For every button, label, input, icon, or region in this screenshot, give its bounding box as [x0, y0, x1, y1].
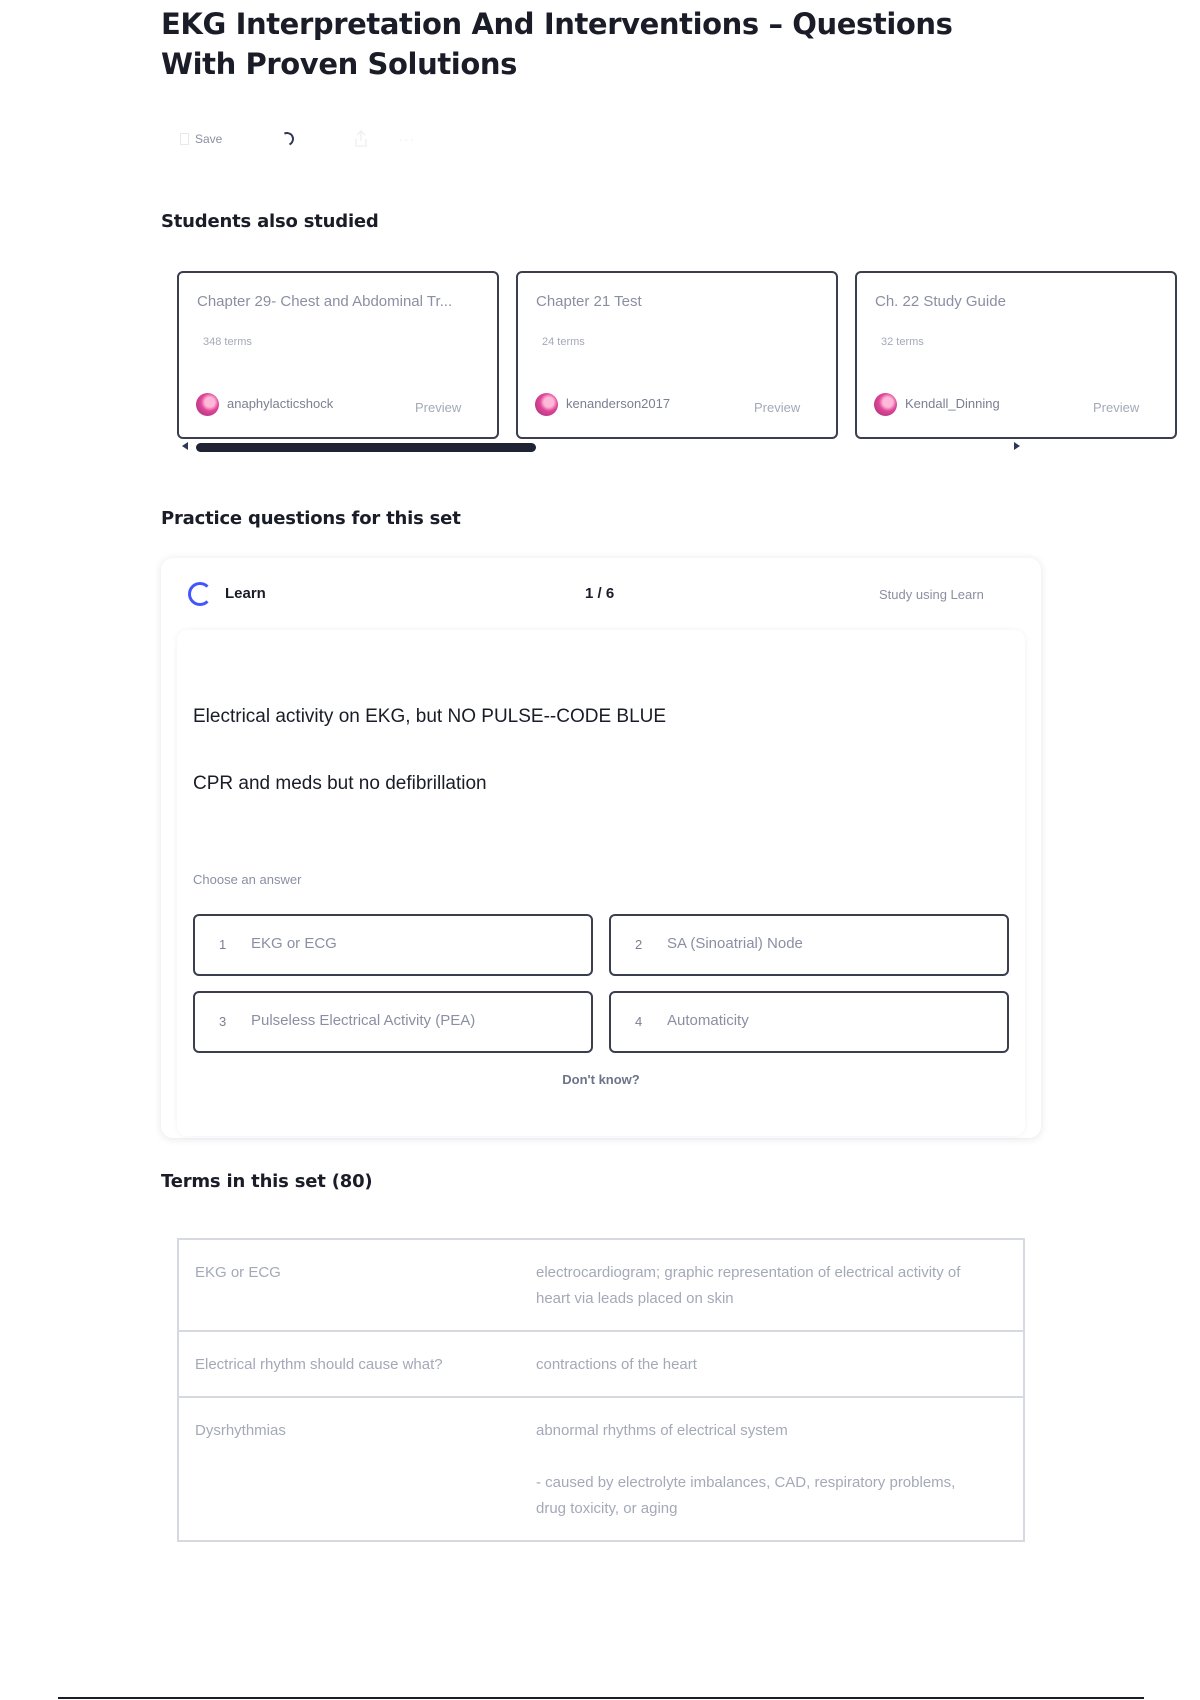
- share-icon[interactable]: [354, 130, 368, 148]
- learn-icon: [188, 582, 212, 606]
- set-title: Chapter 29- Chest and Abdominal Tr...: [197, 293, 453, 310]
- choose-answer-label: Choose an answer: [193, 872, 302, 887]
- definition-text: contractions of the heart: [536, 1356, 697, 1373]
- term-row: [179, 1240, 1023, 1330]
- save-label: Save: [195, 132, 223, 146]
- question-prompt: Electrical activity on EKG, but NO PULSE--CODE BLUE: [193, 706, 667, 727]
- set-term-count: 32 terms: [881, 336, 924, 348]
- more-options-icon[interactable]: ···: [398, 131, 416, 147]
- dont-know-button[interactable]: Don't know?: [562, 1072, 640, 1087]
- set-title: Chapter 21 Test: [536, 293, 642, 310]
- term-word: EKG or ECG: [195, 1264, 281, 1281]
- students-also-studied-heading: Students also studied: [161, 211, 379, 232]
- related-set-card[interactable]: [855, 271, 1177, 439]
- option-text: SA (Sinoatrial) Node: [667, 935, 803, 952]
- preview-link[interactable]: Preview: [754, 400, 801, 415]
- term-word: Electrical rhythm should cause what?: [195, 1356, 443, 1373]
- option-number: 3: [219, 1014, 227, 1029]
- page-title: EKG Interpretation And Interventions – Questions With Proven Solutions: [161, 7, 953, 81]
- related-set-card[interactable]: [516, 271, 838, 439]
- preview-link[interactable]: Preview: [415, 400, 462, 415]
- avatar: [535, 393, 558, 416]
- option-text: EKG or ECG: [251, 935, 337, 952]
- term-row: [179, 1330, 1023, 1396]
- answer-option-3[interactable]: [193, 991, 593, 1053]
- set-term-count: 24 terms: [542, 336, 585, 348]
- question-progress: 1 / 6: [585, 585, 615, 602]
- carousel-scrollbar[interactable]: [196, 443, 536, 452]
- practice-questions-heading: Practice questions for this set: [161, 508, 461, 529]
- term-definition: [536, 1240, 1023, 1330]
- option-number: 1: [219, 937, 227, 952]
- terms-list: [177, 1238, 1025, 1542]
- preview-link[interactable]: Preview: [1093, 400, 1140, 415]
- set-author: kenanderson2017: [566, 396, 671, 411]
- practice-panel: [161, 558, 1041, 1138]
- option-text: Pulseless Electrical Activity (PEA): [251, 1012, 476, 1029]
- definition-text: abnormal rhythms of electrical system: [536, 1422, 788, 1439]
- term-row: [179, 1396, 1023, 1540]
- bookmark-icon: [180, 133, 189, 145]
- question-prompt: CPR and meds but no defibrillation: [193, 773, 487, 794]
- term-word: Dysrhythmias: [195, 1422, 286, 1439]
- avatar: [196, 393, 219, 416]
- scroll-left-icon[interactable]: [182, 442, 188, 450]
- related-set-card[interactable]: [177, 271, 499, 439]
- loading-spinner-icon: [278, 130, 296, 148]
- study-using-learn-link[interactable]: Study using Learn: [879, 587, 984, 602]
- set-title: Ch. 22 Study Guide: [875, 293, 1006, 310]
- question-card: [177, 630, 1025, 1136]
- terms-heading: Terms in this set (80): [161, 1171, 373, 1192]
- term-definition: [536, 1332, 1023, 1396]
- answer-option-1[interactable]: [193, 914, 593, 976]
- learn-label: Learn: [225, 585, 266, 602]
- set-toolbar: [180, 126, 415, 152]
- answer-option-4[interactable]: [609, 991, 1009, 1053]
- set-term-count: 348 terms: [203, 336, 252, 348]
- related-sets-carousel: [177, 271, 1140, 443]
- option-text: Automaticity: [667, 1012, 749, 1029]
- option-number: 4: [635, 1014, 643, 1029]
- term-definition: [536, 1398, 1023, 1540]
- page-divider: [58, 1697, 1144, 1699]
- option-number: 2: [635, 937, 643, 952]
- save-button[interactable]: [180, 132, 222, 146]
- set-author: Kendall_Dinning: [905, 396, 1000, 411]
- definition-text: - caused by electrolyte imbalances, CAD, respiratory problems, drug toxicity, or aging: [536, 1474, 956, 1517]
- answer-option-2[interactable]: [609, 914, 1009, 976]
- avatar: [874, 393, 897, 416]
- definition-text: electrocardiogram; graphic representation of electrical activity of heart via leads placed on skin: [536, 1264, 961, 1307]
- scroll-right-icon[interactable]: [1014, 442, 1020, 450]
- set-author: anaphylacticshock: [227, 396, 334, 411]
